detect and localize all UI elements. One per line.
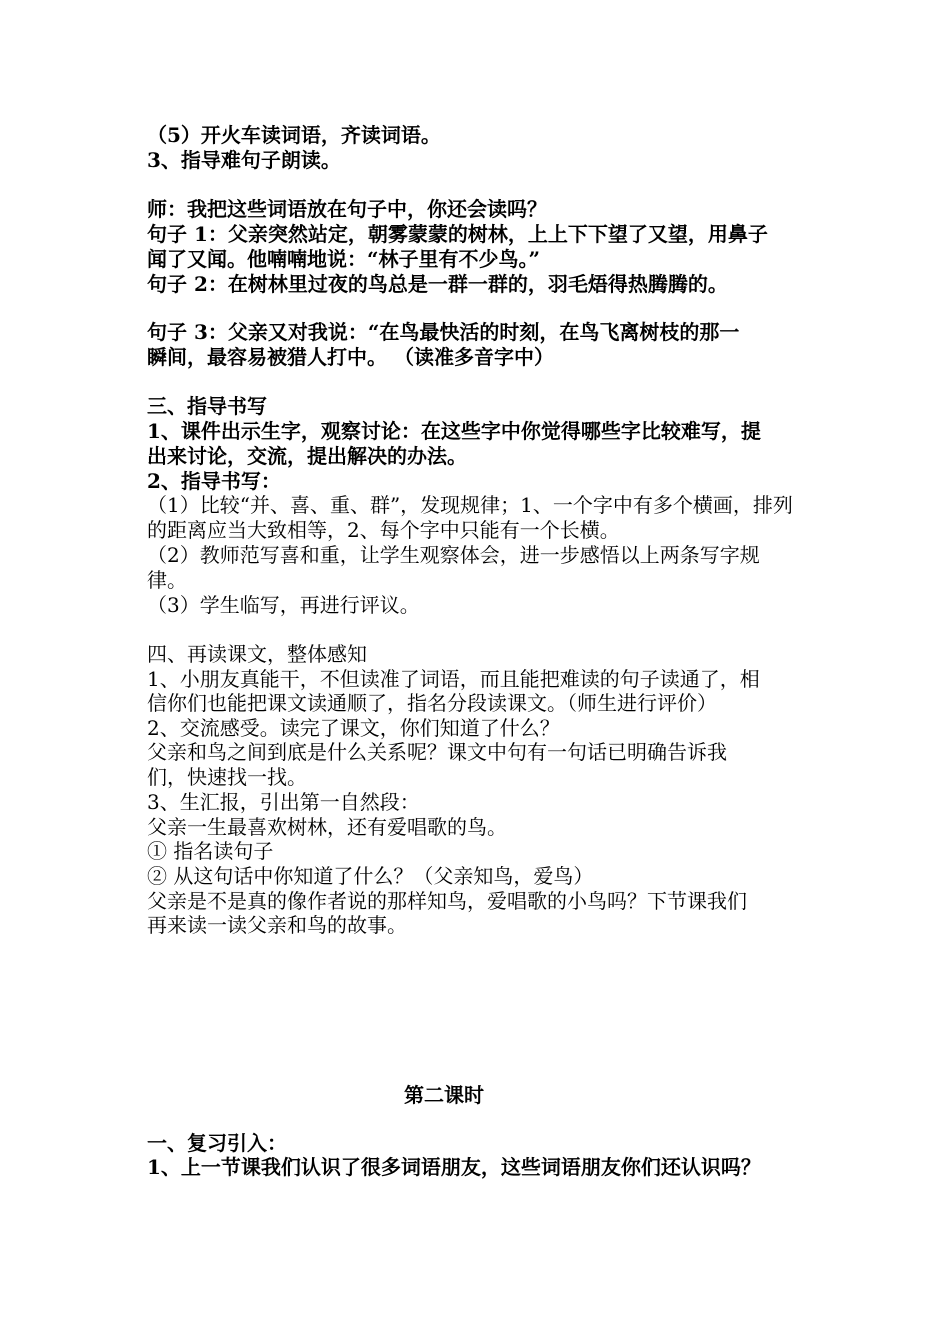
section-heading: 三、指导书写 bbox=[147, 394, 267, 418]
text-line: 3、指导难句子朗读。 bbox=[147, 148, 341, 172]
text-line: 句子 1：父亲突然站定，朝雾蒙蒙的树林，上上下下望了又望，用鼻子 bbox=[147, 222, 768, 246]
text-line: （1）比较“并、喜、重、群”，发现规律；1、一个字中有多个横画，排列 bbox=[147, 493, 793, 517]
text-line: 2、指导书写： bbox=[147, 469, 281, 493]
text-line: 的距离应当大致相等，2、每个字中只能有一个长横。 bbox=[147, 518, 620, 542]
text-line: 句子 3：父亲又对我说：“在鸟最快活的时刻，在鸟飞离树枝的那一 bbox=[147, 320, 740, 344]
text-line: （3）学生临写，再进行评议。 bbox=[147, 593, 420, 617]
text-line: 2、交流感受。读完了课文，你们知道了什么？ bbox=[147, 716, 560, 740]
text-line: 1、上一节课我们认识了很多词语朋友，这些词语朋友你们还认识吗？ bbox=[147, 1155, 761, 1179]
text-line: 律。 bbox=[147, 568, 187, 592]
text-line: ① 指名读句子 bbox=[147, 839, 274, 863]
lesson-title: 第二课时 bbox=[404, 1083, 484, 1107]
text-line: 父亲是不是真的像作者说的那样知鸟，爱唱歌的小鸟吗？下节课我们 bbox=[147, 889, 747, 913]
text-line: 再来读一读父亲和鸟的故事。 bbox=[147, 913, 407, 937]
text-line: 们，快速找一找。 bbox=[147, 765, 307, 789]
text-line: 父亲和鸟之间到底是什么关系呢？课文中句有一句话已明确告诉我 bbox=[147, 740, 727, 764]
text-line: 1、课件出示生字，观察讨论：在这些字中你觉得哪些字比较难写，提 bbox=[147, 419, 761, 443]
text-line: 闻了又闻。他喃喃地说：“林子里有不少鸟。” bbox=[147, 247, 541, 271]
section-heading: 一、复习引入： bbox=[147, 1131, 287, 1155]
text-line: 出来讨论，交流，提出解决的办法。 bbox=[147, 444, 467, 468]
text-line: 信你们也能把课文读通顺了，指名分段读课文。（师生进行评价） bbox=[147, 691, 717, 715]
text-line: 句子 2：在树林里过夜的鸟总是一群一群的，羽毛焐得热腾腾的。 bbox=[147, 272, 728, 296]
text-line: （5）开火车读词语，齐读词语。 bbox=[147, 123, 441, 147]
text-line: ② 从这句话中你知道了什么？（父亲知鸟，爱鸟） bbox=[147, 864, 594, 888]
text-line: 3、生汇报，引出第一自然段： bbox=[147, 790, 420, 814]
text-line: 1、小朋友真能干，不但读准了词语，而且能把难读的句子读通了，相 bbox=[147, 667, 760, 691]
text-line: 瞬间，最容易被猎人打中。 （读准多音字中） bbox=[147, 345, 554, 369]
text-line: （2）教师范写喜和重，让学生观察体会，进一步感悟以上两条写字规 bbox=[147, 543, 760, 567]
section-heading: 四、再读课文，整体感知 bbox=[147, 642, 367, 666]
text-line: 师：我把这些词语放在句子中，你还会读吗？ bbox=[147, 197, 547, 221]
text-line: 父亲一生最喜欢树林，还有爱唱歌的鸟。 bbox=[147, 815, 507, 839]
